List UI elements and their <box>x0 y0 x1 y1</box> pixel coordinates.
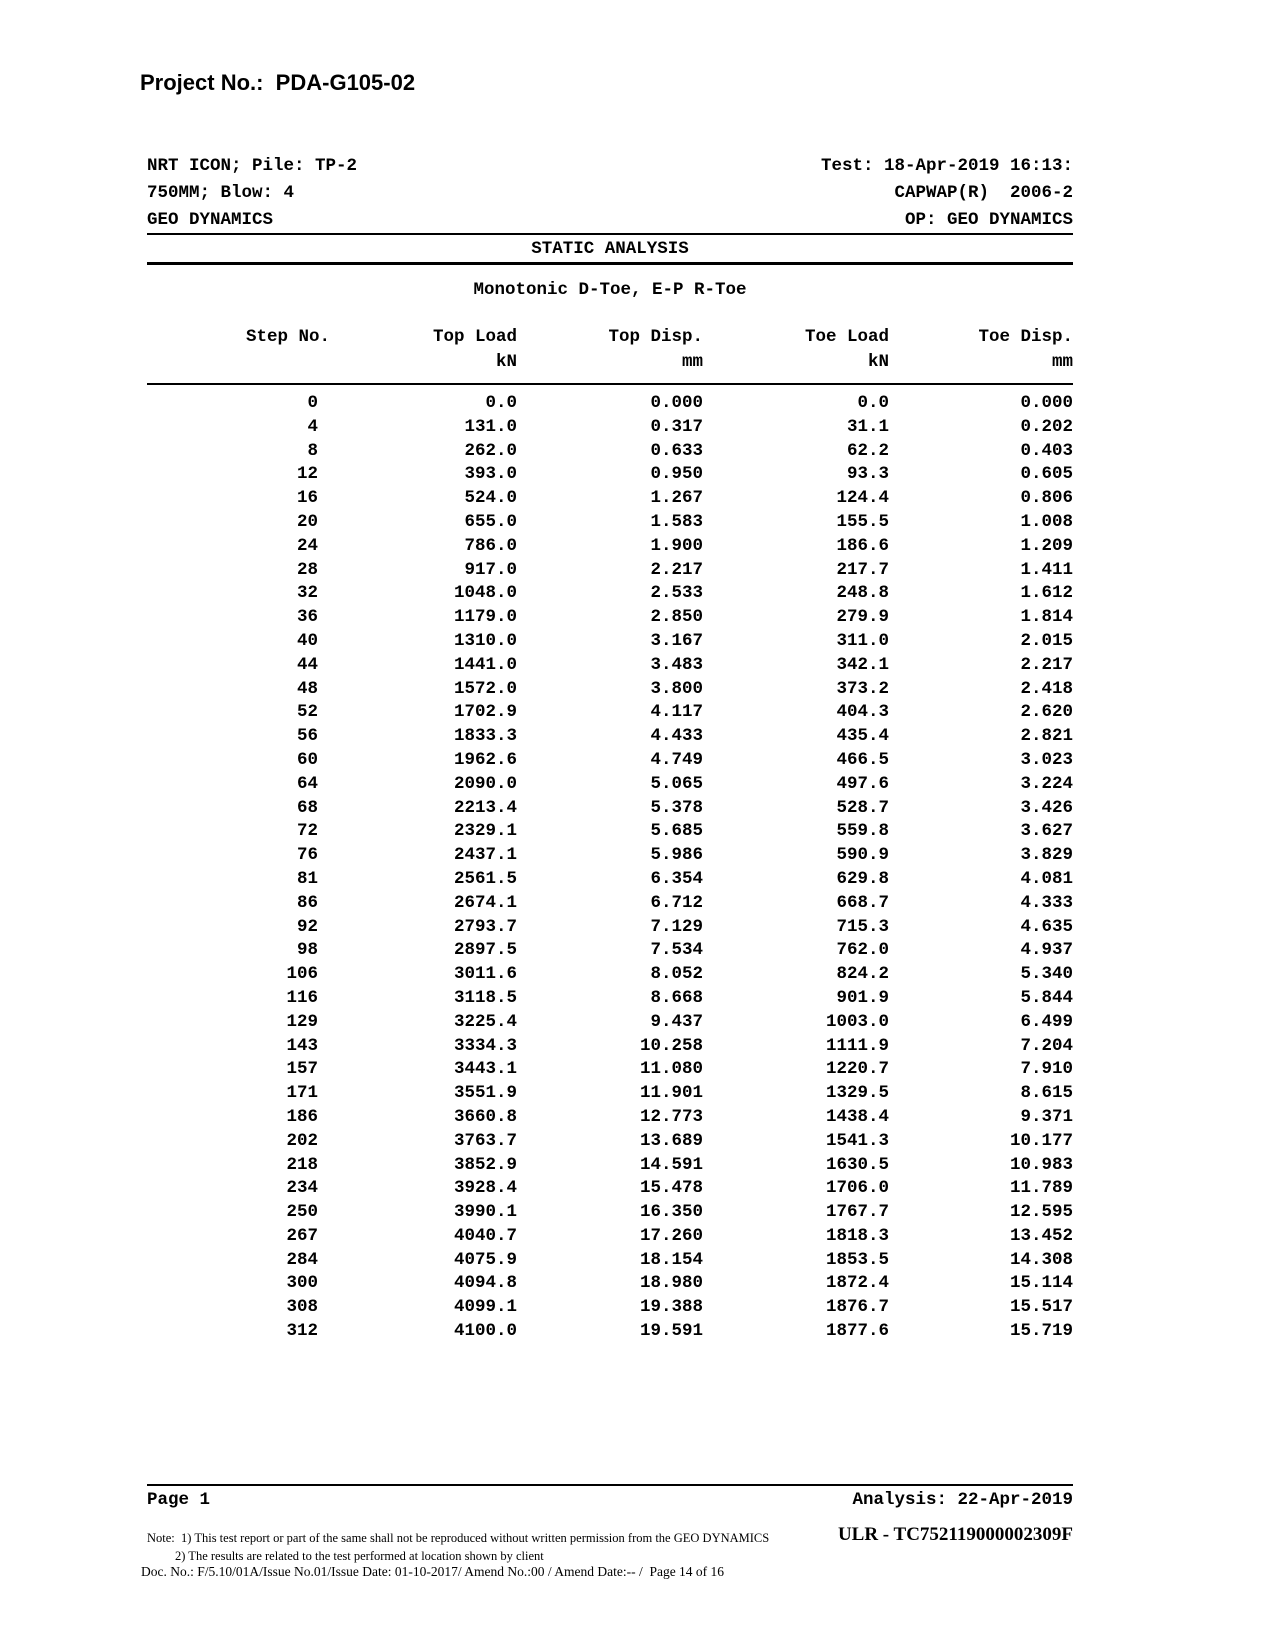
cell-top-load: 1962.6 <box>453 749 517 770</box>
cell-top-load: 3928.4 <box>453 1178 517 1199</box>
cell-top-load: 3334.3 <box>453 1035 517 1056</box>
cell-step-no: 24 <box>296 535 318 556</box>
cell-toe-load: 528.7 <box>836 797 889 818</box>
cell-toe-load: 824.2 <box>836 964 889 985</box>
cell-top-load: 262.0 <box>464 440 517 461</box>
table-row <box>147 1177 1073 1201</box>
cell-toe-disp: 1.008 <box>1020 511 1073 532</box>
cell-toe-load: 155.5 <box>836 511 889 532</box>
cell-step-no: 98 <box>296 940 318 961</box>
doc-number-line: Doc. No.: F/5.10/01A/Issue No.01/Issue Date: 01-10-2017/ Amend No.:00 / Amend Date:-- / Page 14 of 16 <box>141 1564 725 1579</box>
table-row <box>147 678 1073 702</box>
cell-toe-disp: 5.340 <box>1020 964 1073 985</box>
table-row <box>147 939 1073 963</box>
cell-toe-load: 497.6 <box>836 773 889 794</box>
company-line: GEO DYNAMICS <box>147 210 274 230</box>
cell-top-load: 1572.0 <box>453 678 517 699</box>
cell-toe-load: 466.5 <box>836 749 889 770</box>
cell-top-disp: 19.388 <box>639 1297 703 1318</box>
header-divider-line <box>147 233 1073 235</box>
cell-toe-disp: 15.114 <box>1009 1273 1073 1294</box>
cell-top-load: 3551.9 <box>453 1083 517 1104</box>
cell-toe-load: 1872.4 <box>825 1273 889 1294</box>
table-row <box>147 1225 1073 1249</box>
cell-toe-load: 1003.0 <box>825 1011 889 1032</box>
cell-top-load: 655.0 <box>464 511 517 532</box>
cell-toe-disp: 9.371 <box>1020 1106 1073 1127</box>
cell-toe-load: 404.3 <box>836 702 889 723</box>
table-row <box>147 606 1073 630</box>
cell-toe-disp: 4.081 <box>1020 868 1073 889</box>
cell-step-no: 60 <box>296 749 318 770</box>
cell-toe-disp: 1.612 <box>1020 583 1073 604</box>
cell-toe-load: 1438.4 <box>825 1106 889 1127</box>
cell-top-load: 2674.1 <box>453 892 517 913</box>
cell-top-disp: 8.052 <box>650 964 703 985</box>
cell-toe-load: 715.3 <box>836 916 889 937</box>
cell-step-no: 0 <box>307 393 318 413</box>
cell-toe-load: 762.0 <box>836 940 889 961</box>
blow-line: 750MM; Blow: 4 <box>147 183 295 203</box>
cell-top-load: 393.0 <box>464 464 517 485</box>
cell-top-disp: 3.800 <box>650 678 703 699</box>
cell-top-load: 1048.0 <box>453 583 517 604</box>
analysis-date: Analysis: 22-Apr-2019 <box>852 1490 1073 1510</box>
cell-top-disp: 2.217 <box>650 559 703 580</box>
cell-top-load: 917.0 <box>464 559 517 580</box>
cell-toe-disp: 4.937 <box>1020 940 1073 961</box>
table-row <box>147 797 1073 821</box>
cell-step-no: 56 <box>296 726 318 747</box>
footer-note-line-2: 2) The results are related to the test performed at location shown by client <box>175 1549 544 1563</box>
cell-top-disp: 2.533 <box>650 583 703 604</box>
cell-step-no: 171 <box>286 1083 318 1104</box>
cell-toe-disp: 2.821 <box>1020 726 1073 747</box>
cell-top-disp: 18.154 <box>639 1249 703 1270</box>
cell-toe-disp: 14.308 <box>1009 1249 1073 1270</box>
cell-step-no: 202 <box>286 1130 318 1151</box>
section-subtitle: Monotonic D-Toe, E-P R-Toe <box>473 280 747 300</box>
cell-step-no: 186 <box>286 1106 318 1127</box>
cell-step-no: 20 <box>296 511 318 532</box>
table-row <box>147 1082 1073 1106</box>
capwap-version-line: CAPWAP(R) 2006-2 <box>894 183 1073 203</box>
table-row <box>147 1058 1073 1082</box>
cell-top-load: 3990.1 <box>453 1202 517 1223</box>
cell-top-load: 2329.1 <box>453 821 517 842</box>
cell-step-no: 234 <box>286 1178 318 1199</box>
cell-top-load: 3118.5 <box>453 987 517 1008</box>
cell-top-load: 1702.9 <box>453 702 517 723</box>
cell-top-load: 524.0 <box>464 488 517 509</box>
cell-top-disp: 5.685 <box>650 821 703 842</box>
cell-toe-load: 559.8 <box>836 821 889 842</box>
cell-top-disp: 15.478 <box>639 1178 703 1199</box>
cell-step-no: 86 <box>296 892 318 913</box>
static-analysis-table <box>147 325 1073 1344</box>
cell-top-disp: 11.080 <box>639 1059 703 1080</box>
cell-top-disp: 6.354 <box>650 868 703 889</box>
cell-toe-load: 1877.6 <box>825 1321 889 1342</box>
table-row <box>147 1130 1073 1154</box>
cell-toe-load: 1630.5 <box>825 1154 889 1175</box>
cell-top-load: 4100.0 <box>453 1321 517 1342</box>
cell-top-disp: 1.900 <box>650 535 703 556</box>
col-header-top-disp: Top Disp. <box>608 327 703 347</box>
cell-toe-disp: 0.605 <box>1020 464 1073 485</box>
table-row <box>147 773 1073 797</box>
cell-toe-disp: 0.403 <box>1020 440 1073 461</box>
cell-top-disp: 8.668 <box>650 987 703 1008</box>
col-header-toe-disp: Toe Disp. <box>978 327 1073 347</box>
table-row <box>147 559 1073 583</box>
cell-toe-disp: 13.452 <box>1009 1225 1073 1246</box>
table-row <box>147 1320 1073 1344</box>
cell-toe-disp: 4.635 <box>1020 916 1073 937</box>
operator-line: OP: GEO DYNAMICS <box>904 210 1073 230</box>
cell-toe-disp: 3.023 <box>1020 749 1073 770</box>
cell-toe-load: 629.8 <box>836 868 889 889</box>
cell-top-load: 2897.5 <box>453 940 517 961</box>
cell-top-load: 786.0 <box>464 535 517 556</box>
project-number-title: Project No.: PDA-G105-02 <box>140 70 416 95</box>
title-divider-line <box>147 262 1073 265</box>
cell-toe-disp: 1.411 <box>1020 559 1073 580</box>
cell-top-disp: 6.712 <box>650 892 703 913</box>
cell-toe-disp: 7.910 <box>1020 1059 1073 1080</box>
table-row <box>147 463 1073 487</box>
table-row <box>147 1154 1073 1178</box>
cell-toe-load: 31.1 <box>846 416 889 437</box>
footer-line <box>147 1490 1073 1510</box>
cell-top-disp: 19.591 <box>639 1321 703 1342</box>
cell-toe-disp: 4.333 <box>1020 892 1073 913</box>
cell-top-disp: 14.591 <box>639 1154 703 1175</box>
document-header <box>147 153 1073 234</box>
cell-top-disp: 17.260 <box>639 1225 703 1246</box>
table-row <box>147 487 1073 511</box>
cell-toe-load: 0.0 <box>857 393 889 413</box>
cell-toe-load: 342.1 <box>836 654 889 675</box>
cell-top-disp: 1.267 <box>650 488 703 509</box>
cell-step-no: 284 <box>286 1249 318 1270</box>
cell-step-no: 300 <box>286 1273 318 1294</box>
cell-step-no: 48 <box>296 678 318 699</box>
cell-top-disp: 7.534 <box>650 940 703 961</box>
cell-top-load: 3660.8 <box>453 1106 517 1127</box>
cell-toe-load: 1111.9 <box>825 1035 889 1056</box>
cell-step-no: 44 <box>296 654 318 675</box>
test-date-line: Test: 18-Apr-2019 16:13: <box>820 156 1073 176</box>
cell-top-load: 1833.3 <box>453 726 517 747</box>
table-row <box>147 868 1073 892</box>
cell-toe-load: 62.2 <box>846 440 889 461</box>
cell-top-disp: 11.901 <box>639 1083 703 1104</box>
cell-top-load: 2793.7 <box>453 916 517 937</box>
unit-toe-load: kN <box>867 352 889 372</box>
cell-step-no: 28 <box>296 559 318 580</box>
cell-top-disp: 0.950 <box>650 464 703 485</box>
table-row <box>147 582 1073 606</box>
page-number: Page 1 <box>147 1490 211 1510</box>
cell-toe-disp: 0.000 <box>1020 393 1073 413</box>
cell-top-disp: 4.433 <box>650 726 703 747</box>
cell-top-load: 4094.8 <box>453 1273 517 1294</box>
cell-top-load: 2090.0 <box>453 773 517 794</box>
cell-step-no: 116 <box>286 987 318 1008</box>
cell-step-no: 308 <box>286 1297 318 1318</box>
table-row <box>147 725 1073 749</box>
cell-toe-disp: 7.204 <box>1020 1035 1073 1056</box>
cell-top-disp: 12.773 <box>639 1106 703 1127</box>
cell-toe-load: 590.9 <box>836 845 889 866</box>
table-row <box>147 535 1073 559</box>
cell-toe-load: 279.9 <box>836 607 889 628</box>
pile-id-line: NRT ICON; Pile: TP-2 <box>147 156 358 176</box>
cell-toe-load: 1706.0 <box>825 1178 889 1199</box>
unit-toe-disp: mm <box>1051 352 1073 372</box>
table-row <box>147 1011 1073 1035</box>
cell-top-load: 4040.7 <box>453 1225 517 1246</box>
table-row <box>147 987 1073 1011</box>
cell-toe-load: 1541.3 <box>825 1130 889 1151</box>
cell-top-load: 2561.5 <box>453 868 517 889</box>
cell-toe-load: 1818.3 <box>825 1225 889 1246</box>
cell-step-no: 16 <box>296 488 318 509</box>
table-row <box>147 440 1073 464</box>
table-row <box>147 1201 1073 1225</box>
cell-top-disp: 5.986 <box>650 845 703 866</box>
cell-step-no: 106 <box>286 964 318 985</box>
cell-top-load: 3852.9 <box>453 1154 517 1175</box>
cell-top-disp: 10.258 <box>639 1035 703 1056</box>
cell-toe-load: 901.9 <box>836 987 889 1008</box>
cell-top-disp: 13.689 <box>639 1130 703 1151</box>
table-row <box>147 1035 1073 1059</box>
cell-step-no: 143 <box>286 1035 318 1056</box>
cell-top-load: 131.0 <box>464 416 517 437</box>
cell-top-load: 4075.9 <box>453 1249 517 1270</box>
cell-toe-disp: 2.217 <box>1020 654 1073 675</box>
cell-step-no: 64 <box>296 773 318 794</box>
cell-toe-load: 124.4 <box>836 488 889 509</box>
cell-top-load: 0.0 <box>485 393 517 413</box>
table-header-divider-line <box>147 383 1073 385</box>
cell-toe-disp: 15.517 <box>1009 1297 1073 1318</box>
cell-toe-load: 435.4 <box>836 726 889 747</box>
cell-toe-disp: 3.829 <box>1020 845 1073 866</box>
cell-toe-load: 1853.5 <box>825 1249 889 1270</box>
header-left-block <box>147 153 357 234</box>
cell-toe-disp: 0.202 <box>1020 416 1073 437</box>
table-row <box>147 511 1073 535</box>
cell-top-disp: 18.980 <box>639 1273 703 1294</box>
cell-top-disp: 5.378 <box>650 797 703 818</box>
table-row <box>147 1296 1073 1320</box>
cell-toe-load: 373.2 <box>836 678 889 699</box>
col-header-top-load: Top Load <box>432 327 517 347</box>
table-row <box>147 892 1073 916</box>
table-row <box>147 701 1073 725</box>
cell-toe-disp: 5.844 <box>1020 987 1073 1008</box>
cell-top-load: 4099.1 <box>453 1297 517 1318</box>
cell-toe-disp: 2.015 <box>1020 630 1073 651</box>
unit-top-load: kN <box>495 352 517 372</box>
table-header <box>147 325 1073 375</box>
table-row <box>147 1272 1073 1296</box>
cell-top-load: 1179.0 <box>453 607 517 628</box>
cell-step-no: 12 <box>296 464 318 485</box>
cell-toe-disp: 1.209 <box>1020 535 1073 556</box>
ulr-number: ULR - TC752119000002309F <box>837 1524 1073 1545</box>
cell-step-no: 52 <box>296 702 318 723</box>
table-row <box>147 963 1073 987</box>
cell-toe-disp: 3.627 <box>1020 821 1073 842</box>
footer-divider-line <box>147 1484 1073 1486</box>
cell-top-disp: 3.483 <box>650 654 703 675</box>
cell-top-disp: 16.350 <box>639 1202 703 1223</box>
cell-step-no: 250 <box>286 1202 318 1223</box>
cell-top-disp: 0.317 <box>650 416 703 437</box>
cell-step-no: 40 <box>296 630 318 651</box>
cell-top-load: 3763.7 <box>453 1130 517 1151</box>
cell-toe-load: 1329.5 <box>825 1083 889 1104</box>
cell-toe-disp: 10.983 <box>1009 1154 1073 1175</box>
cell-top-disp: 0.000 <box>650 393 703 413</box>
table-row <box>147 1106 1073 1130</box>
cell-top-load: 2437.1 <box>453 845 517 866</box>
cell-toe-load: 1876.7 <box>825 1297 889 1318</box>
cell-step-no: 312 <box>286 1321 318 1342</box>
cell-top-load: 3011.6 <box>453 964 517 985</box>
col-header-step-no: Step No. <box>245 327 330 347</box>
table-body <box>147 392 1073 1344</box>
cell-step-no: 4 <box>307 416 318 437</box>
cell-top-disp: 0.633 <box>650 440 703 461</box>
cell-top-load: 1441.0 <box>453 654 517 675</box>
table-row <box>147 630 1073 654</box>
cell-toe-disp: 3.224 <box>1020 773 1073 794</box>
cell-toe-disp: 1.814 <box>1020 607 1073 628</box>
cell-toe-load: 217.7 <box>836 559 889 580</box>
cell-step-no: 72 <box>296 821 318 842</box>
cell-top-disp: 5.065 <box>650 773 703 794</box>
cell-toe-disp: 2.418 <box>1020 678 1073 699</box>
cell-top-disp: 2.850 <box>650 607 703 628</box>
table-row <box>147 844 1073 868</box>
cell-top-disp: 3.167 <box>650 630 703 651</box>
cell-top-load: 3225.4 <box>453 1011 517 1032</box>
cell-toe-disp: 11.789 <box>1009 1178 1073 1199</box>
table-row <box>147 416 1073 440</box>
cell-step-no: 267 <box>286 1225 318 1246</box>
cell-toe-disp: 3.426 <box>1020 797 1073 818</box>
table-units-row <box>147 350 1073 375</box>
cell-top-disp: 9.437 <box>650 1011 703 1032</box>
cell-step-no: 36 <box>296 607 318 628</box>
cell-step-no: 92 <box>296 916 318 937</box>
cell-step-no: 8 <box>307 440 318 461</box>
footer-note-line-1: Note: 1) This test report or part of the same shall not be reproduced without written permission from the GEO DYNAMICS <box>147 1531 770 1545</box>
cell-step-no: 68 <box>296 797 318 818</box>
cell-toe-load: 186.6 <box>836 535 889 556</box>
table-row <box>147 1249 1073 1273</box>
cell-top-load: 2213.4 <box>453 797 517 818</box>
cell-top-disp: 1.583 <box>650 511 703 532</box>
table-header-row <box>147 325 1073 350</box>
cell-toe-disp: 0.806 <box>1020 488 1073 509</box>
cell-step-no: 76 <box>296 845 318 866</box>
cell-step-no: 129 <box>286 1011 318 1032</box>
cell-top-disp: 4.749 <box>650 749 703 770</box>
cell-top-disp: 7.129 <box>650 916 703 937</box>
section-title: STATIC ANALYSIS <box>531 239 689 259</box>
cell-toe-disp: 15.719 <box>1009 1321 1073 1342</box>
cell-step-no: 32 <box>296 583 318 604</box>
cell-toe-load: 668.7 <box>836 892 889 913</box>
table-row <box>147 654 1073 678</box>
cell-toe-disp: 6.499 <box>1020 1011 1073 1032</box>
unit-step <box>147 350 330 375</box>
cell-toe-load: 248.8 <box>836 583 889 604</box>
cell-step-no: 218 <box>286 1154 318 1175</box>
table-row <box>147 820 1073 844</box>
table-row <box>147 749 1073 773</box>
table-row <box>147 916 1073 940</box>
cell-toe-load: 1767.7 <box>825 1202 889 1223</box>
cell-toe-disp: 8.615 <box>1020 1083 1073 1104</box>
table-row <box>147 392 1073 416</box>
cell-top-load: 1310.0 <box>453 630 517 651</box>
cell-step-no: 81 <box>296 868 318 889</box>
unit-top-disp: mm <box>681 352 703 372</box>
cell-toe-load: 93.3 <box>846 464 889 485</box>
cell-step-no: 157 <box>286 1059 318 1080</box>
cell-toe-load: 1220.7 <box>825 1059 889 1080</box>
cell-toe-disp: 12.595 <box>1009 1202 1073 1223</box>
cell-top-disp: 4.117 <box>650 702 703 723</box>
header-right-block <box>821 153 1073 234</box>
cell-toe-disp: 10.177 <box>1009 1130 1073 1151</box>
col-header-toe-load: Toe Load <box>804 327 889 347</box>
cell-toe-load: 311.0 <box>836 630 889 651</box>
cell-top-load: 3443.1 <box>453 1059 517 1080</box>
cell-toe-disp: 2.620 <box>1020 702 1073 723</box>
